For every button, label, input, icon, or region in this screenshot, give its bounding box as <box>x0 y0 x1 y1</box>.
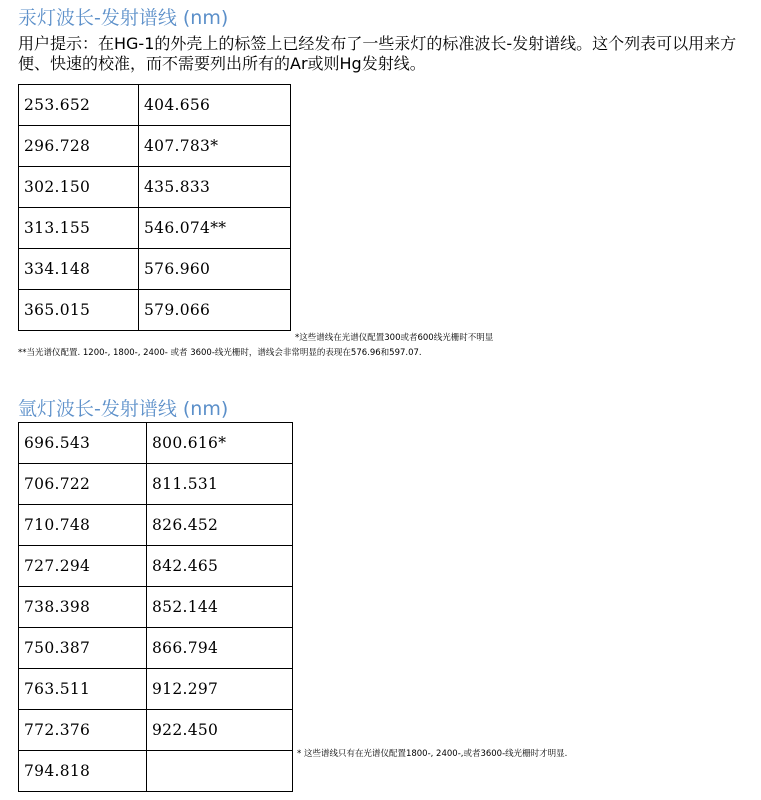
table-cell: 763.511 <box>19 669 147 710</box>
mercury-wavelength-table <box>18 84 291 331</box>
table-row <box>19 249 291 290</box>
table-cell: 253.652 <box>19 85 139 126</box>
table-row <box>19 546 293 587</box>
table-cell: 727.294 <box>19 546 147 587</box>
argon-section-title: 氩灯波长-发射谱线 (nm) <box>18 398 229 420</box>
table-cell: 546.074** <box>139 208 291 249</box>
table-row <box>19 85 291 126</box>
table-cell: 912.297 <box>147 669 293 710</box>
table-cell: 296.728 <box>19 126 139 167</box>
table-cell: 866.794 <box>147 628 293 669</box>
table-row <box>19 751 293 792</box>
table-cell: 811.531 <box>147 464 293 505</box>
table-row <box>19 423 293 464</box>
table-row <box>19 126 291 167</box>
table-row <box>19 290 291 331</box>
mercury-footnote-1: *这些谱线在光谱仪配置300或者600线光栅时不明显 <box>295 333 494 343</box>
table-cell: 852.144 <box>147 587 293 628</box>
table-row <box>19 628 293 669</box>
table-cell: 922.450 <box>147 710 293 751</box>
table-cell: 800.616* <box>147 423 293 464</box>
table-row <box>19 208 291 249</box>
table-cell: 772.376 <box>19 710 147 751</box>
table-cell: 710.748 <box>19 505 147 546</box>
table-cell: 826.452 <box>147 505 293 546</box>
table-cell: 579.066 <box>139 290 291 331</box>
table-row <box>19 669 293 710</box>
table-cell: 750.387 <box>19 628 147 669</box>
table-cell: 407.783* <box>139 126 291 167</box>
table-row <box>19 464 293 505</box>
table-row <box>19 505 293 546</box>
table-cell: 334.148 <box>19 249 139 290</box>
table-row <box>19 710 293 751</box>
mercury-footnote-2: **当光谱仪配置. 1200-, 1800-, 2400- 或者 3600-线光栅时，谱线会非常明显的表现在576.96和597.07. <box>18 348 422 358</box>
table-cell: 302.150 <box>19 167 139 208</box>
user-tip-text: 用户提示：在HG-1的外壳上的标签上已经发布了一些汞灯的标准波长-发射谱线。这个列表可以用来方便、快速的校准，而不需要列出所有的Ar或则Hg发射线。 <box>18 34 737 73</box>
table-cell: 738.398 <box>19 587 147 628</box>
table-cell: 576.960 <box>139 249 291 290</box>
table-cell <box>147 751 293 792</box>
table-row <box>19 167 291 208</box>
table-cell: 842.465 <box>147 546 293 587</box>
table-cell: 313.155 <box>19 208 139 249</box>
argon-wavelength-table <box>18 422 293 792</box>
table-cell: 365.015 <box>19 290 139 331</box>
table-cell: 435.833 <box>139 167 291 208</box>
argon-footnote: * 这些谱线只有在光谱仪配置1800-, 2400-,或者3600-线光栅时才明显. <box>297 749 568 759</box>
table-cell: 794.818 <box>19 751 147 792</box>
table-cell: 706.722 <box>19 464 147 505</box>
table-row <box>19 587 293 628</box>
table-cell: 404.656 <box>139 85 291 126</box>
table-cell: 696.543 <box>19 423 147 464</box>
mercury-section-title: 汞灯波长-发射谱线 (nm) <box>18 7 229 29</box>
